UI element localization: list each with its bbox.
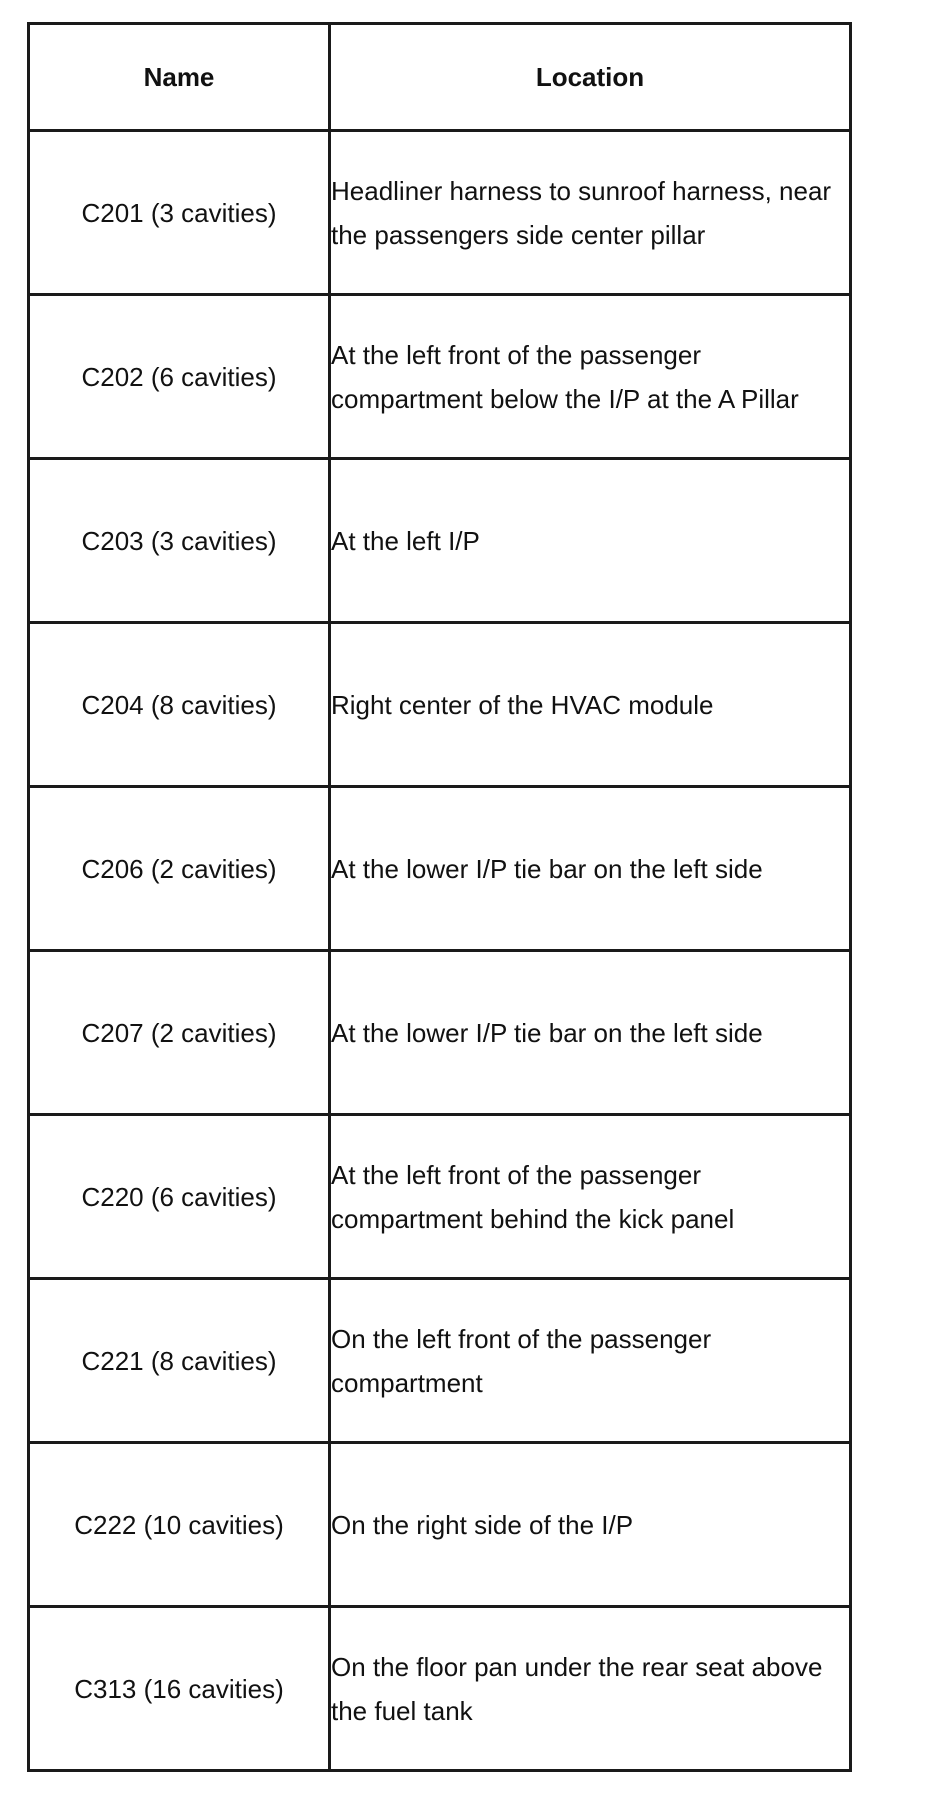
connector-name: C222 (10 cavities) (29, 1443, 330, 1607)
column-header-location: Location (330, 24, 851, 131)
table-row (29, 787, 851, 951)
table-row (29, 1115, 851, 1279)
table-row (29, 295, 851, 459)
connector-location: At the lower I/P tie bar on the left side (330, 951, 851, 1115)
table-row (29, 623, 851, 787)
connector-location: Right center of the HVAC module (330, 623, 851, 787)
connector-name: C204 (8 cavities) (29, 623, 330, 787)
connector-location: On the left front of the passenger compartment (330, 1279, 851, 1443)
connector-name: C201 (3 cavities) (29, 131, 330, 295)
connector-location: At the left front of the passenger compartment below the I/P at the A Pillar (330, 295, 851, 459)
connector-name: C206 (2 cavities) (29, 787, 330, 951)
table-row (29, 459, 851, 623)
connector-location: On the floor pan under the rear seat above the fuel tank (330, 1607, 851, 1771)
connector-name: C221 (8 cavities) (29, 1279, 330, 1443)
connector-location: At the left I/P (330, 459, 851, 623)
table-row (29, 1443, 851, 1607)
connector-name: C207 (2 cavities) (29, 951, 330, 1115)
table-row (29, 131, 851, 295)
connector-table (27, 22, 852, 1772)
connector-name: C313 (16 cavities) (29, 1607, 330, 1771)
connector-name: C203 (3 cavities) (29, 459, 330, 623)
table-row (29, 1279, 851, 1443)
connector-location: Headliner harness to sunroof harness, near the passengers side center pillar (330, 131, 851, 295)
connector-location: On the right side of the I/P (330, 1443, 851, 1607)
connector-name: C202 (6 cavities) (29, 295, 330, 459)
table-row (29, 1607, 851, 1771)
connector-location: At the lower I/P tie bar on the left side (330, 787, 851, 951)
column-header-name: Name (29, 24, 330, 131)
table-row (29, 951, 851, 1115)
connector-location: At the left front of the passenger compartment behind the kick panel (330, 1115, 851, 1279)
table-header (29, 24, 851, 131)
connector-name: C220 (6 cavities) (29, 1115, 330, 1279)
header-row (29, 24, 851, 131)
table-body (29, 131, 851, 1771)
